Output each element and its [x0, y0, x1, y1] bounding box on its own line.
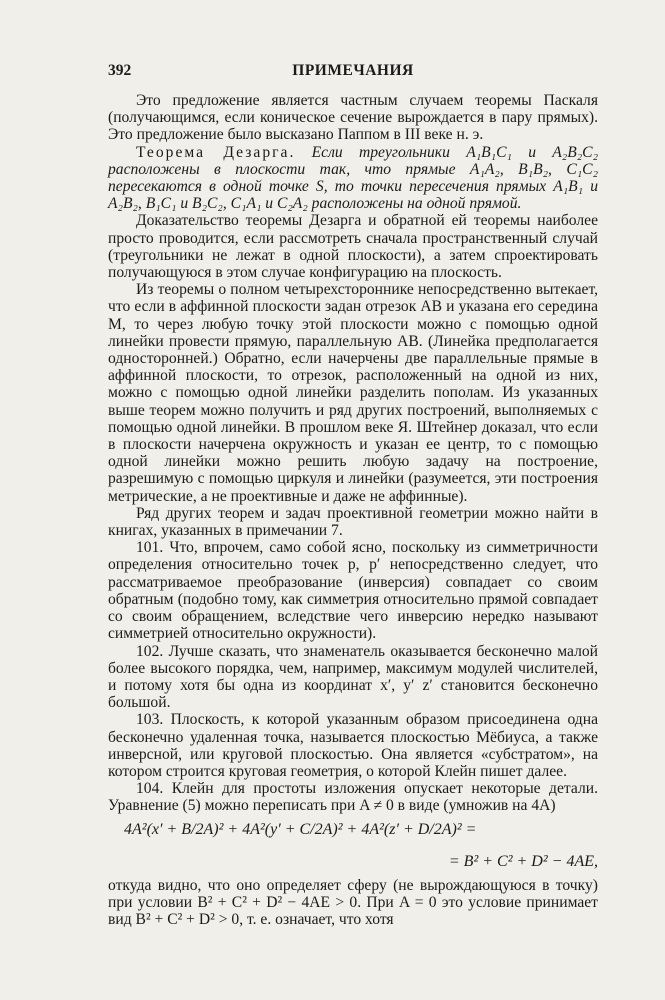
equation-line-2: = B² + C² + D² − 4AE,	[448, 852, 598, 870]
closing-paragraph: откуда видно, что оно определяет сферу (не вырождающуюся в точку) при условии B² + C² + D² − 4AE > 0. При A = 0 это условие принимает вид B² + C² + D² > 0, т. е. означает, что хотя	[108, 876, 598, 928]
paragraph: Доказательство теоремы Дезарга и обратной ей теоремы наиболее просто проводится, если рассмотреть сначала пространственный случай (треугольники не лежат в одной плоскости), а затем спроектировать получающуюся в этом случае конфигурацию на плоскость.	[108, 212, 598, 282]
paragraph: Из теоремы о полном четырехстороннике непосредственно вытекает, что если в аффинной плоскости задан отрезок AB и указана его середина M, то через любую точку этой плоскости можно с помощью одной линейки провести прямую, параллельную AB. (Линейка предполагается односторонней.) Обратно, если начерчены две параллельные прямые в аффинной плоскости, то отрезок, расположенный на одной из них, можно с помощью одной линейки разделить пополам. Из указанных выше теорем можно получить и ряд других построений, выполняемых с помощью одной линейки. В прошлом веке Я. Штейнер доказал, что если в плоскости начерчена окружность и указан ее центр, то с помощью одной линейки можно решить любую задачу на построение, разрешимую с помощью циркуля и линейки (разумеется, эти построения метрические, а не проективные и даже не аффинные).	[108, 281, 598, 505]
note-102: 102. Лучше сказать, что знаменатель оказывается бесконечно малой более высокого порядка, чем, например, максимум модулей числителей, и потому хотя бы одна из координат x′, y′ z′ становится бесконечно большой.	[108, 642, 598, 712]
equation-line-1: 4A²(x′ + B/2A)² + 4A²(y′ + C/2A)² + 4A²(z′ + D/2A)² =	[124, 820, 477, 838]
paragraph	[108, 144, 598, 213]
page-number: 392	[108, 62, 132, 79]
page-body	[108, 92, 598, 928]
running-header	[108, 62, 598, 84]
paragraph: Ряд других теорем и задач проективной геометрии можно найти в книгах, указанных в примечании 7.	[108, 504, 598, 540]
theorem-lead: Теорема Дезарга.	[136, 143, 296, 161]
display-equation	[108, 815, 598, 877]
note-101: 101. Что, впрочем, само собой ясно, поскольку из симметричности определения относительно точек p, p′ непосредственно следует, что рассматриваемое преобразование (инверсия) совпадает со своим обратным (подобно тому, как симметрия относительно прямой совпадает со своим обращением, вследствие чего инверсию нередко называют симметрией относительно окружности).	[108, 539, 598, 643]
note-103: 103. Плоскость, к которой указанным образом присоединена одна бесконечно удаленная точка, называется плоскостью Мёбиуса, а также инверсной, или круговой плоскостью. Она является «субстратом», на котором строится круговая геометрия, о которой Клейн пишет далее.	[108, 711, 598, 780]
section-title: ПРИМЕЧАНИЯ	[292, 62, 414, 79]
paragraph: Это предложение является частным случаем теоремы Паскаля (получающимся, если коническое сечение вырождается в пару прямых). Это предложение было высказано Паппом в III веке н. э.	[108, 92, 598, 144]
theorem-statement: Если треугольники A₁B₁C₁ и A₂B₂C₂ расположены в плоскости так, что прямые A₁A₂, B₁B₂, C₁C₂ пересекаются в одной точке S, то точки пересечения прямых A₁B₁ и A₂B₂, B₁C₁ и B₂C₂, C₁A₁ и C₂A₂ расположены на одной прямой.	[108, 143, 598, 213]
note-104: 104. Клейн для простоты изложения опускает некоторые детали. Уравнение (5) можно переписать при A ≠ 0 в виде (умножив на 4A)	[108, 780, 598, 815]
